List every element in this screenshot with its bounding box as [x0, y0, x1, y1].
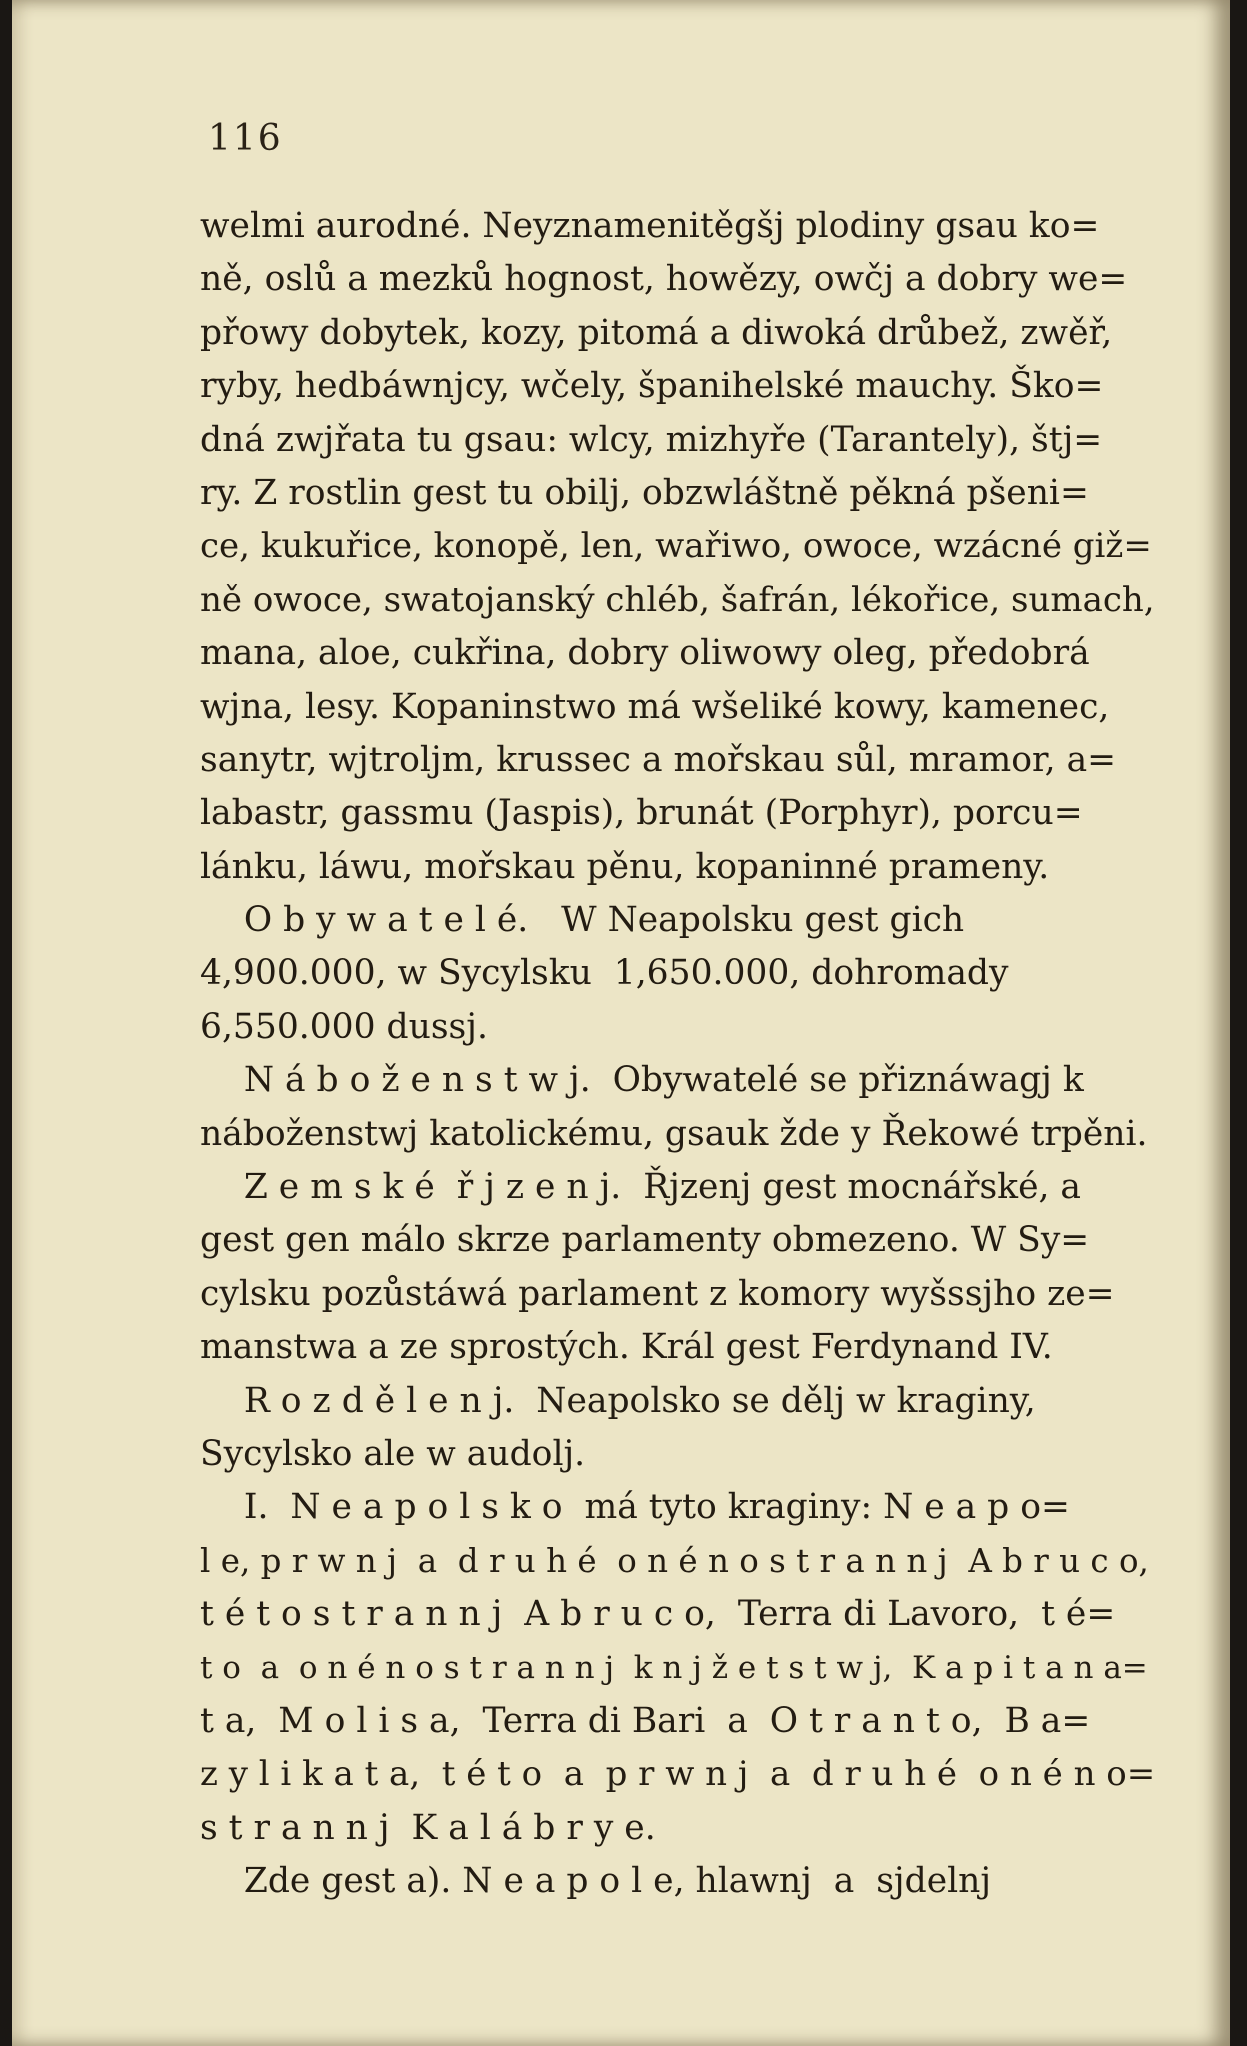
text-line: Sycylsko ale w audolj.: [200, 1433, 586, 1474]
body-text: [200, 200, 1158, 1909]
text-line: wjna, lesy. Kopaninstwo má wšeliké kowy, kamenec,: [200, 686, 1110, 727]
section-heading-line: O b y w a t e l é. W Neapolsku gest gich: [200, 900, 965, 941]
text-line: labastr, gassmu (Jaspis), brunát (Porphyr), porcu=: [200, 793, 1083, 834]
text-line: lánku, láwu, mořskau pěnu, kopaninné prameny.: [200, 846, 1050, 887]
text-line: z y l i k a t a, t é t o a p r w n j a d r u h é o n é n o=: [200, 1754, 1156, 1795]
text-line: t é t o s t r a n n j A b r u c o, Terra di Lavoro, t é=: [200, 1594, 1116, 1635]
book-page: [12, 0, 1230, 2046]
section-heading-line: Z e m s k é ř j z e n j. Řjzenj gest mocnářské, a: [200, 1167, 1081, 1208]
text-line: ry. Z rostlin gest tu obilj, obzwláštně pěkná pšeni=: [200, 472, 1089, 513]
text-line: dná zwjřata tu gsau: wlcy, mizhyře (Tarantely), štj=: [200, 419, 1103, 460]
text-line: cylsku pozůstáwá parlament z komory wyšssjho ze=: [200, 1273, 1115, 1314]
text-line: t o a o n é n o s t r a n n j k n j ž e t s t w j, K a p i t a n a=: [200, 1649, 1148, 1686]
text-line: t a, M o l i s a, Terra di Bari a O t r a n t o, B a=: [200, 1700, 1091, 1741]
text-line: ryby, hedbáwnjcy, wčely, španihelské mauchy. Ško=: [200, 366, 1104, 407]
text-line: mana, aloe, cukřina, dobry oliwowy oleg, předobrá: [200, 633, 1090, 674]
page-number: 116: [208, 118, 283, 159]
text-line: s t r a n n j K a l á b r y e.: [200, 1807, 656, 1848]
text-line: welmi aurodné. Neyznamenitěgšj plodiny gsau ko=: [200, 206, 1100, 246]
section-heading-line: I. N e a p o l s k o má tyto kraginy: N e a p o=: [200, 1487, 1070, 1528]
text-line: sanytr, wjtroljm, krussec a mořskau sůl, mramor, a=: [200, 739, 1117, 780]
text-line: l e, p r w n j a d r u h é o n é n o s t r a n n j A b r u c o,: [200, 1541, 1149, 1580]
text-line: ně, oslů a mezků hognost, howězy, owčj a dobry we=: [200, 259, 1128, 300]
text-line: 6,550.000 dussj.: [200, 1006, 488, 1047]
text-line: náboženstwj katolickému, gsauk žde y Řekowé trpěni.: [200, 1113, 1148, 1154]
text-line: ce, kukuřice, konopě, len, wařiwo, owoce, wzácné giž=: [200, 526, 1152, 567]
section-heading-line: N á b o ž e n s t w j. Obywatelé se přiznáwagj k: [200, 1060, 1084, 1101]
text-line: 4,900.000, w Sycylsku 1,650.000, dohromady: [200, 953, 1009, 994]
text-line: Zde gest a). N e a p o l e, hlawnj a sjdelnj: [200, 1861, 992, 1902]
section-heading-line: R o z d ě l e n j. Neapolsko se dělj w kraginy,: [200, 1380, 1036, 1421]
text-line: přowy dobytek, kozy, pitomá a diwoká drůbež, zwěř,: [200, 312, 1113, 353]
text-line: manstwa a ze sprostých. Král gest Ferdynand IV.: [200, 1327, 1053, 1368]
text-line: ně owoce, swatojanský chléb, šafrán, lékořice, sumach,: [200, 579, 1155, 620]
text-line: gest gen málo skrze parlamenty obmezeno. W Sy=: [200, 1220, 1090, 1261]
